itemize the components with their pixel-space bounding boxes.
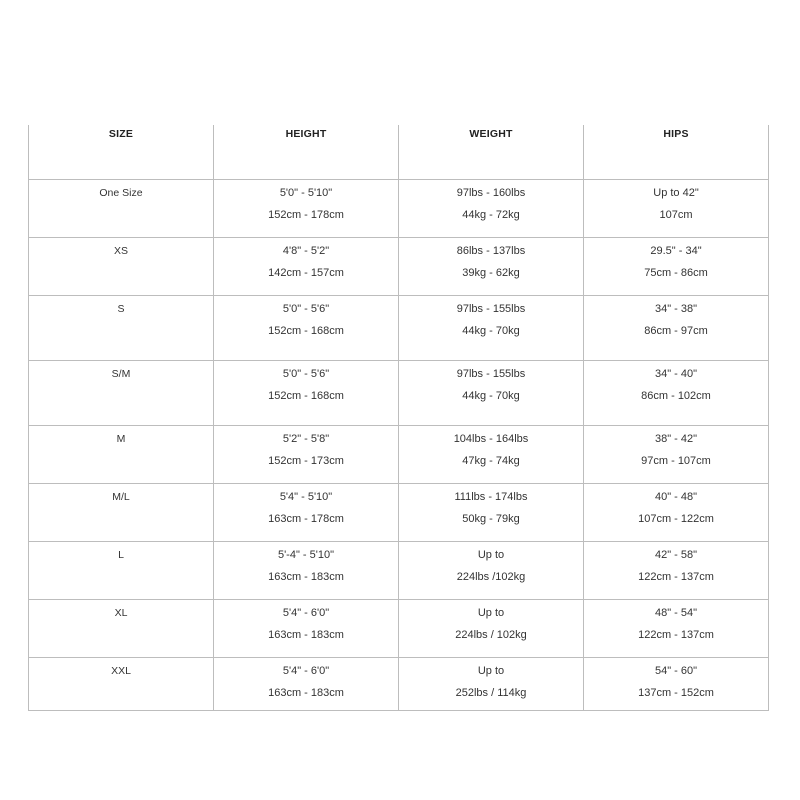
height-value: 142cm - 157cm — [268, 267, 344, 279]
hips-value: 54" - 60" — [654, 665, 698, 677]
weight-value: 104lbs - 164lbs — [453, 433, 529, 445]
weight-value: 97lbs - 155lbs — [456, 303, 526, 315]
table-row — [29, 361, 769, 426]
hips-value: 34" - 40" — [654, 368, 698, 380]
table-row — [29, 600, 769, 658]
hips-value: 86cm - 102cm — [641, 390, 711, 402]
size-cell — [29, 296, 214, 361]
size-label: XL — [114, 607, 128, 619]
size-cell — [29, 542, 214, 600]
weight-cell — [399, 361, 584, 426]
weight-value: 50kg - 79kg — [462, 513, 520, 525]
height-value: 5'4" - 6'0" — [282, 665, 330, 677]
size-label: XXL — [111, 665, 131, 677]
height-value: 163cm - 183cm — [268, 571, 344, 583]
height-value: 152cm - 168cm — [268, 390, 344, 402]
hips-cell — [584, 426, 769, 484]
size-cell — [29, 600, 214, 658]
hips-value: 48" - 54" — [654, 607, 698, 619]
height-value: 152cm - 168cm — [268, 325, 344, 337]
weight-value: 86lbs - 137lbs — [456, 245, 526, 257]
height-value: 152cm - 173cm — [268, 455, 344, 467]
weight-cell — [399, 484, 584, 542]
height-value: 5'0" - 5'6" — [282, 368, 330, 380]
weight-value: 44kg - 72kg — [462, 209, 520, 221]
weight-value: Up to — [477, 549, 505, 561]
hips-value: 34" - 38" — [654, 303, 698, 315]
hips-cell — [584, 484, 769, 542]
size-label: One Size — [99, 187, 143, 199]
height-cell — [214, 542, 399, 600]
weight-value: 252lbs / 114kg — [455, 687, 527, 699]
header-height: HEIGHT — [214, 125, 399, 180]
size-table — [28, 125, 769, 711]
table-row — [29, 238, 769, 296]
weight-cell — [399, 180, 584, 238]
weight-value: 224lbs /102kg — [456, 571, 526, 583]
weight-value: Up to — [477, 665, 505, 677]
hips-value: 97cm - 107cm — [641, 455, 711, 467]
hips-value: 107cm — [659, 209, 693, 221]
height-value: 163cm - 183cm — [268, 629, 344, 641]
height-cell — [214, 296, 399, 361]
table-row — [29, 658, 769, 711]
hips-value: 75cm - 86cm — [644, 267, 708, 279]
size-cell — [29, 484, 214, 542]
height-value: 5'4" - 6'0" — [282, 607, 330, 619]
table-row — [29, 426, 769, 484]
size-label: L — [118, 549, 124, 561]
weight-value: 44kg - 70kg — [462, 325, 520, 337]
table-row — [29, 484, 769, 542]
weight-value: 44kg - 70kg — [462, 390, 520, 402]
height-value: 5'2" - 5'8" — [282, 433, 330, 445]
weight-value: Up to — [477, 607, 505, 619]
hips-cell — [584, 361, 769, 426]
weight-value: 97lbs - 160lbs — [456, 187, 526, 199]
height-cell — [214, 180, 399, 238]
height-value: 163cm - 183cm — [268, 687, 344, 699]
weight-value: 47kg - 74kg — [462, 455, 520, 467]
table-row — [29, 296, 769, 361]
hips-value: 40" - 48" — [654, 491, 698, 503]
hips-value: 137cm - 152cm — [638, 687, 714, 699]
height-cell — [214, 484, 399, 542]
height-value: 152cm - 178cm — [268, 209, 344, 221]
size-cell — [29, 238, 214, 296]
hips-cell — [584, 238, 769, 296]
height-value: 163cm - 178cm — [268, 513, 344, 525]
size-label: M/L — [112, 491, 130, 503]
hips-cell — [584, 180, 769, 238]
size-label: XS — [113, 245, 128, 257]
table-row — [29, 542, 769, 600]
height-value: 5'0" - 5'6" — [282, 303, 330, 315]
height-cell — [214, 600, 399, 658]
weight-value: 111lbs - 174lbs — [454, 491, 528, 503]
height-cell — [214, 426, 399, 484]
weight-value: 97lbs - 155lbs — [456, 368, 526, 380]
hips-cell — [584, 600, 769, 658]
size-label: S/M — [111, 368, 131, 380]
hips-value: 42" - 58" — [654, 549, 698, 561]
weight-cell — [399, 542, 584, 600]
hips-cell — [584, 658, 769, 711]
hips-value: 29.5" - 34" — [650, 245, 702, 257]
hips-value: 38" - 42" — [654, 433, 698, 445]
size-label: S — [117, 303, 125, 315]
height-value: 5'-4" - 5'10" — [277, 549, 335, 561]
table-row — [29, 180, 769, 238]
hips-value: 122cm - 137cm — [638, 571, 714, 583]
hips-value: 122cm - 137cm — [638, 629, 714, 641]
size-cell — [29, 658, 214, 711]
height-cell — [214, 238, 399, 296]
header-weight: WEIGHT — [399, 125, 584, 180]
header-row — [29, 125, 769, 180]
size-label: M — [116, 433, 126, 445]
size-cell — [29, 180, 214, 238]
height-cell — [214, 361, 399, 426]
header-size: SIZE — [29, 125, 214, 180]
hips-value: 107cm - 122cm — [638, 513, 714, 525]
weight-cell — [399, 238, 584, 296]
hips-value: 86cm - 97cm — [644, 325, 708, 337]
height-value: 5'0" - 5'10" — [279, 187, 333, 199]
hips-cell — [584, 296, 769, 361]
height-cell — [214, 658, 399, 711]
weight-cell — [399, 658, 584, 711]
height-value: 4'8" - 5'2" — [282, 245, 330, 257]
weight-cell — [399, 600, 584, 658]
weight-value: 39kg - 62kg — [462, 267, 520, 279]
hips-value: Up to 42" — [653, 187, 699, 199]
hips-cell — [584, 542, 769, 600]
weight-cell — [399, 296, 584, 361]
weight-value: 224lbs / 102kg — [455, 629, 527, 641]
size-cell — [29, 361, 214, 426]
weight-cell — [399, 426, 584, 484]
size-cell — [29, 426, 214, 484]
height-value: 5'4" - 5'10" — [279, 491, 333, 503]
header-hips: HIPS — [584, 125, 769, 180]
size-chart — [28, 125, 768, 711]
